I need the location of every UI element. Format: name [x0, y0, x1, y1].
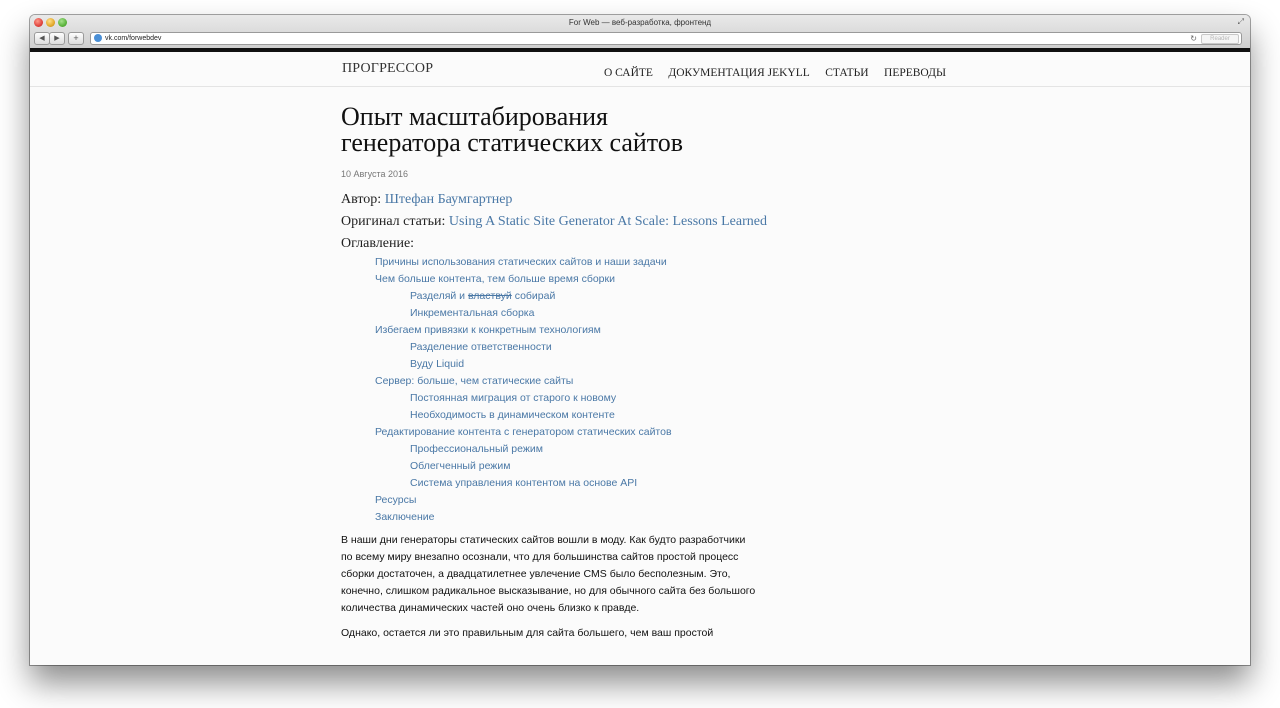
original-label: Оригинал статьи: — [341, 214, 446, 229]
paragraph-line: по всему миру внезапно осознали, что для большинства сайтов простой процесс — [341, 551, 739, 563]
browser-window — [30, 15, 1250, 665]
url-text[interactable]: vk.com/forwebdev — [105, 35, 162, 42]
toc-link[interactable]: Разделение ответственности — [410, 341, 552, 353]
toc-item — [341, 373, 801, 390]
toc-link[interactable]: Необходимость в динамическом контенте — [410, 409, 615, 421]
toc-item — [341, 390, 801, 407]
toc-link[interactable]: Инкрементальная сборка — [410, 307, 535, 319]
plus-icon: + — [73, 33, 79, 43]
toc-item — [341, 339, 801, 356]
window-title: For Web — веб-разработка, фронтенд — [568, 18, 712, 27]
toc-item — [341, 492, 801, 509]
nav-link-jekyll-docs[interactable]: ДОКУМЕНТАЦИЯ JEKYLL — [668, 67, 810, 79]
forward-arrow-icon: ▶ — [54, 35, 60, 42]
toc-link[interactable]: Сервер: больше, чем статические сайты — [375, 375, 574, 387]
toc-link[interactable]: Избегаем привязки к конкретным технологиям — [375, 324, 601, 336]
author-line — [341, 192, 801, 208]
toc-item — [341, 288, 801, 305]
toc-link[interactable]: Профессиональный режим — [410, 443, 543, 455]
toc-item — [341, 305, 801, 322]
globe-icon — [94, 34, 102, 42]
nav-link-articles[interactable]: СТАТЬИ — [825, 67, 869, 79]
toc-item — [341, 407, 801, 424]
paragraph-line: конечно, слишком радикальное высказывание, но для обычного сайта без большого — [341, 585, 756, 597]
table-of-contents — [341, 254, 801, 526]
back-arrow-icon: ◀ — [39, 35, 45, 42]
article-paragraph — [341, 625, 801, 642]
toc-link-text: Разделяй и — [410, 290, 468, 302]
original-line — [341, 214, 801, 230]
site-logo-link[interactable]: ПРОГРЕССОР — [342, 61, 434, 76]
toc-item — [341, 424, 801, 441]
address-bar[interactable] — [90, 32, 1242, 45]
add-bookmark-button[interactable] — [68, 32, 84, 45]
post-date: 10 Августа 2016 — [341, 169, 409, 179]
article-paragraph — [341, 532, 801, 617]
toc-link[interactable]: Облегченный режим — [410, 460, 511, 472]
article-title — [341, 104, 801, 156]
toc-item — [341, 356, 801, 373]
browser-titlebar — [30, 15, 1250, 49]
site-nav — [604, 63, 957, 81]
paragraph-line: Однако, остается ли это правильным для сайта большего, чем ваш простой — [341, 627, 714, 639]
author-link[interactable]: Штефан Баумгартнер — [384, 192, 513, 207]
site-header — [30, 52, 1250, 87]
toc-heading: Оглавление: — [341, 236, 415, 251]
fullscreen-icon[interactable]: ⤢ — [1237, 17, 1244, 26]
toc-link[interactable]: Причины использования статических сайтов и наши задачи — [375, 256, 667, 268]
toc-link[interactable]: Ресурсы — [375, 494, 417, 506]
toc-link[interactable]: Редактирование контента с генератором статических сайтов — [375, 426, 672, 438]
toc-link[interactable]: Система управления контентом на основе API — [410, 477, 638, 489]
toc-item — [341, 322, 801, 339]
toc-item — [341, 458, 801, 475]
toc-link[interactable]: Заключение — [375, 511, 435, 523]
toc-link[interactable]: Вуду Liquid — [410, 358, 465, 370]
article-title-line-2: генератора статических сайтов — [341, 128, 684, 157]
reader-button[interactable]: Reader — [1201, 34, 1239, 44]
nav-link-translations[interactable]: ПЕРЕВОДЫ — [884, 67, 947, 79]
paragraph-line: В наши дни генераторы статических сайтов вошли в моду. Как будто разработчики — [341, 534, 746, 546]
paragraph-line: сборки достаточен, а двадцатилетнее увлечение CMS было бесполезным. Это, — [341, 568, 731, 580]
toc-item — [341, 271, 801, 288]
back-button[interactable] — [34, 32, 50, 45]
web-page — [30, 52, 1250, 665]
toc-item — [341, 254, 801, 271]
toc-link[interactable]: Постоянная миграция от старого к новому — [410, 392, 617, 404]
toc-link[interactable] — [410, 290, 555, 302]
toc-item — [341, 475, 801, 492]
article — [341, 104, 801, 642]
toc-item — [341, 441, 801, 458]
paragraph-line: количества динамических частей оно очень близко к правде. — [341, 602, 640, 614]
original-article-link[interactable]: Using A Static Site Generator At Scale: Lessons Learned — [448, 214, 767, 229]
toc-link-text: собирай — [511, 290, 556, 302]
article-title-line-1: Опыт масштабирования — [341, 102, 609, 131]
struck-word: властвуй — [467, 290, 512, 302]
toc-item — [341, 509, 801, 526]
toc-link[interactable]: Чем больше контента, тем больше время сборки — [375, 273, 615, 285]
author-label: Автор: — [341, 192, 382, 207]
forward-button[interactable] — [49, 32, 65, 45]
nav-link-about[interactable]: О САЙТЕ — [604, 67, 653, 79]
reload-icon[interactable]: ↻ — [1190, 34, 1197, 43]
